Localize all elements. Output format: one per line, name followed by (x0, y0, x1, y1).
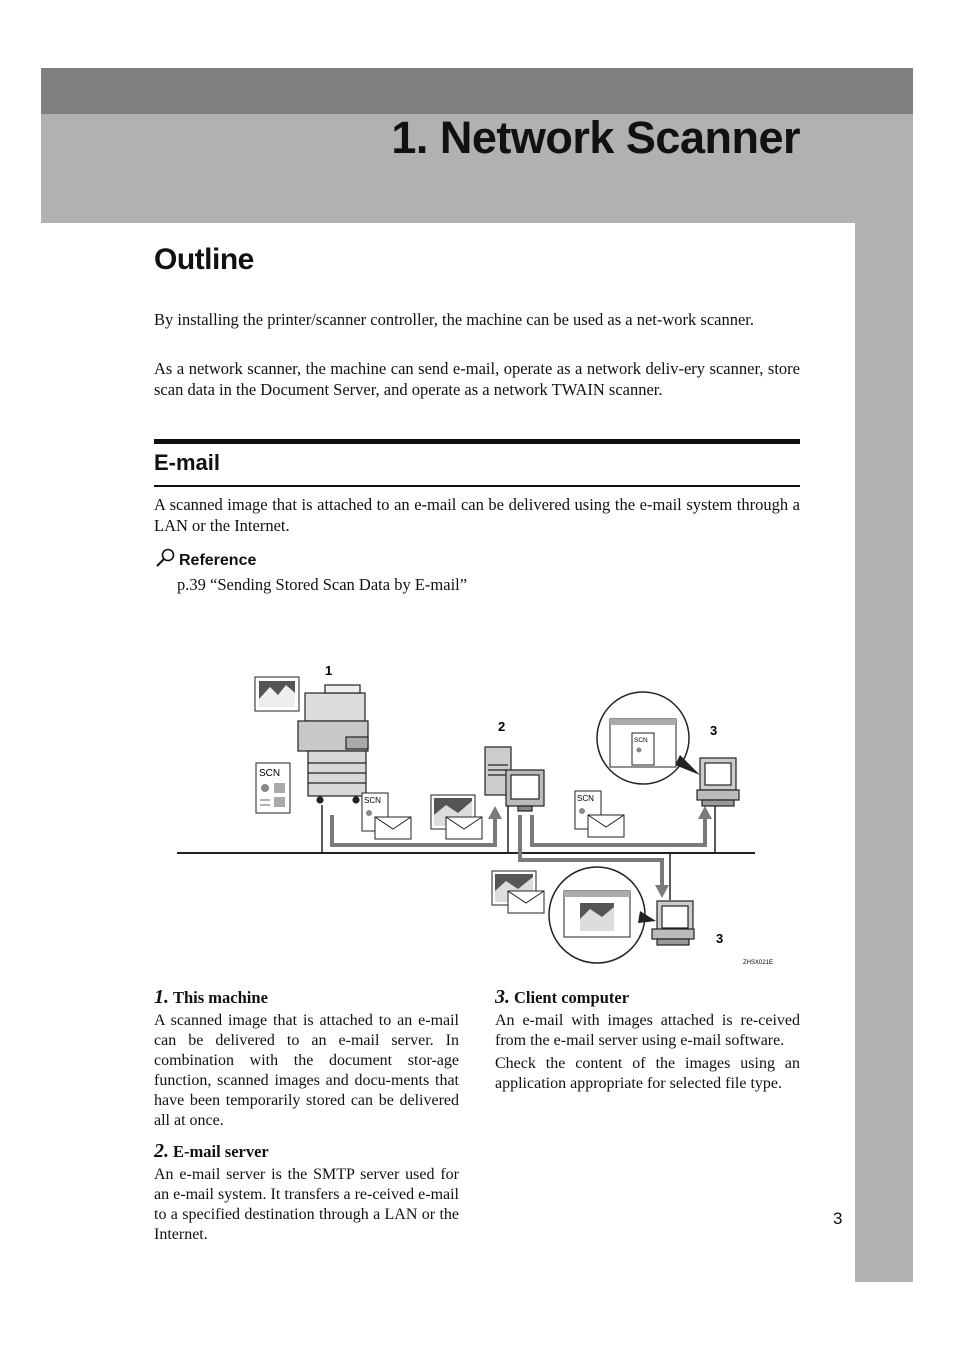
intro-paragraph-1: By installing the printer/scanner controller, the machine can be used as a net-work scanner. (154, 310, 755, 329)
item-number: 2. (154, 1140, 169, 1162)
subsection-rule-bottom (154, 485, 800, 487)
printer-scanner-machine (298, 685, 368, 803)
item-title: E-mail server (173, 1142, 269, 1161)
callout-3b: 3 (716, 931, 724, 946)
client-computer (652, 901, 694, 945)
item-title: This machine (173, 988, 268, 1007)
intro-paragraph-2: As a network scanner, the machine can send e-mail, operate as a network deliv-ery scanner, store scan data in the Document Server, and operate as a network TWAIN scanner. (154, 359, 800, 399)
email-with-photo-icon (431, 795, 482, 839)
callout-2: 2 (498, 719, 506, 734)
email-paragraph: A scanned image that is attached to an e-mail can be delivered using the e-mail system through a LAN or the Internet. (154, 495, 800, 535)
item-this-machine (154, 986, 459, 1134)
subsection-rule-top (154, 439, 800, 444)
item-email-server (154, 1140, 459, 1248)
received-email-icon (492, 871, 544, 913)
callout-1: 1 (325, 663, 333, 678)
svg-text:SCN: SCN (364, 796, 381, 805)
item-body: A scanned image that is attached to an e-mail can be delivered to an e-mail server. In combination with the document stor-age function, scanned images and docu-ments that have been temporarily stored can be delivered all at once. (154, 1012, 459, 1129)
magnifier-icon (154, 548, 176, 573)
section-title: Outline (154, 243, 254, 276)
screen-bubble (549, 867, 656, 963)
client-computer (697, 758, 739, 806)
svg-text:SCN: SCN (577, 794, 594, 803)
item-client-computer (495, 986, 800, 1097)
photo-icon (255, 677, 299, 711)
reference-heading (154, 548, 256, 573)
chapter-title: 1. Network Scanner (391, 112, 800, 163)
email-server (485, 747, 544, 811)
email-with-scan-icon (575, 791, 624, 837)
item-body: An e-mail server is the SMTP server used for an e-mail system. It transfers a re-ceived e-mail to a specified destination through a LAN or the Internet. (154, 1166, 459, 1243)
reference-label: Reference (179, 551, 257, 569)
item-title: Client computer (514, 988, 630, 1007)
page-number: 3 (833, 1209, 843, 1228)
screen-bubble (597, 692, 700, 784)
email-with-scan-icon (362, 793, 411, 839)
diagram-code: ZHSX021E (743, 960, 774, 966)
subsection-title: E-mail (154, 450, 221, 475)
header-band-dark (41, 68, 913, 114)
item-number: 3. (495, 986, 510, 1008)
item-body: Check the content of the images using an application appropriate for selected file type. (495, 1055, 800, 1092)
callout-3a: 3 (710, 723, 718, 738)
item-number: 1. (154, 986, 169, 1008)
svg-text:SCN: SCN (259, 768, 281, 779)
side-bar (855, 223, 913, 1282)
svg-text:SCN: SCN (634, 737, 648, 744)
scan-document-icon (256, 763, 290, 813)
item-body: An e-mail with images attached is re-ceived from the e-mail server using e-mail software. (495, 1012, 800, 1049)
reference-link[interactable]: p.39 “Sending Stored Scan Data by E-mail” (177, 575, 468, 594)
network-diagram (170, 655, 774, 980)
